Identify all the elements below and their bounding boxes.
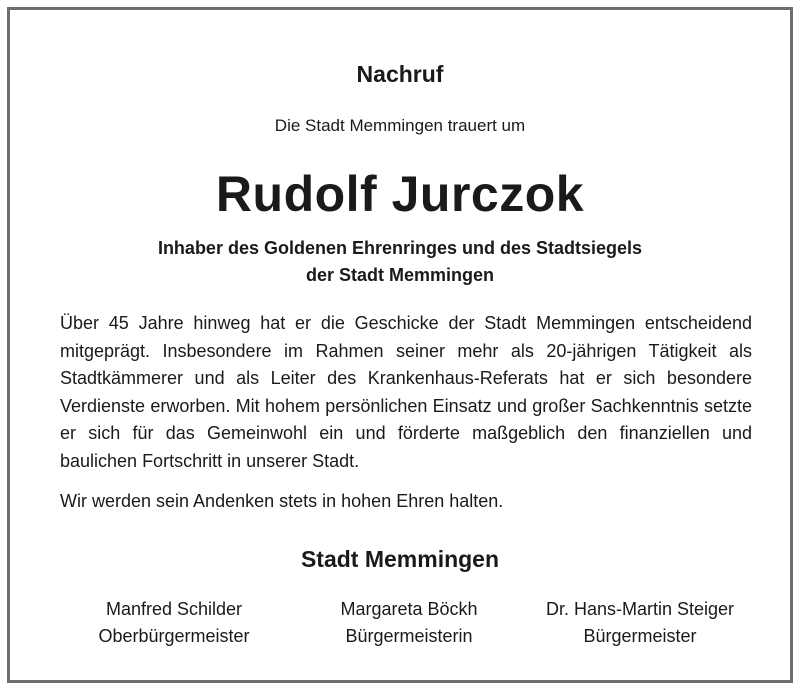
signer [520, 596, 760, 650]
obituary-frame [7, 7, 793, 683]
signers-row [10, 596, 790, 656]
honor-line: der Stadt Memmingen [305, 265, 495, 285]
honors-block [10, 235, 790, 289]
signer-name: Manfred Schilder [105, 599, 243, 619]
signer-name: Margareta Böckh [340, 599, 478, 619]
intro-line: Die Stadt Memmingen trauert um [274, 116, 526, 135]
signer-name: Dr. Hans-Martin Steiger [545, 599, 735, 619]
closing-line: Wir werden sein Andenken stets in hohen Ehren halten. [60, 491, 504, 511]
signer-role: Bürgermeisterin [345, 626, 473, 646]
obituary-body: Über 45 Jahre hinweg hat er die Geschicke der Stadt Memmingen entscheidend mitgeprägt. Insbesondere im Rahmen seiner mehr als 20-jährigen Tätigkeit als Stadtkämmerer und als Leiter des Krankenhaus-Referats hat er sich besondere Verdienste erworben. Mit hohem persönlichen Einsatz und großer Sachkenntnis setzte er sich für das Gemeinwohl ein und förderte maßgeblich den finanziellen und baulichen Fortschritt in unserer Stadt. [60, 313, 752, 471]
organization-name: Stadt Memmingen [300, 546, 500, 572]
honor-line: Inhaber des Goldenen Ehrenringes und des Stadtsiegels [157, 238, 643, 258]
obituary-title: Nachruf [356, 61, 444, 87]
deceased-name: Rudolf Jurczok [215, 166, 585, 222]
signer [289, 596, 529, 650]
signer [54, 596, 294, 650]
signer-role: Bürgermeister [583, 626, 697, 646]
signer-role: Oberbürgermeister [98, 626, 250, 646]
